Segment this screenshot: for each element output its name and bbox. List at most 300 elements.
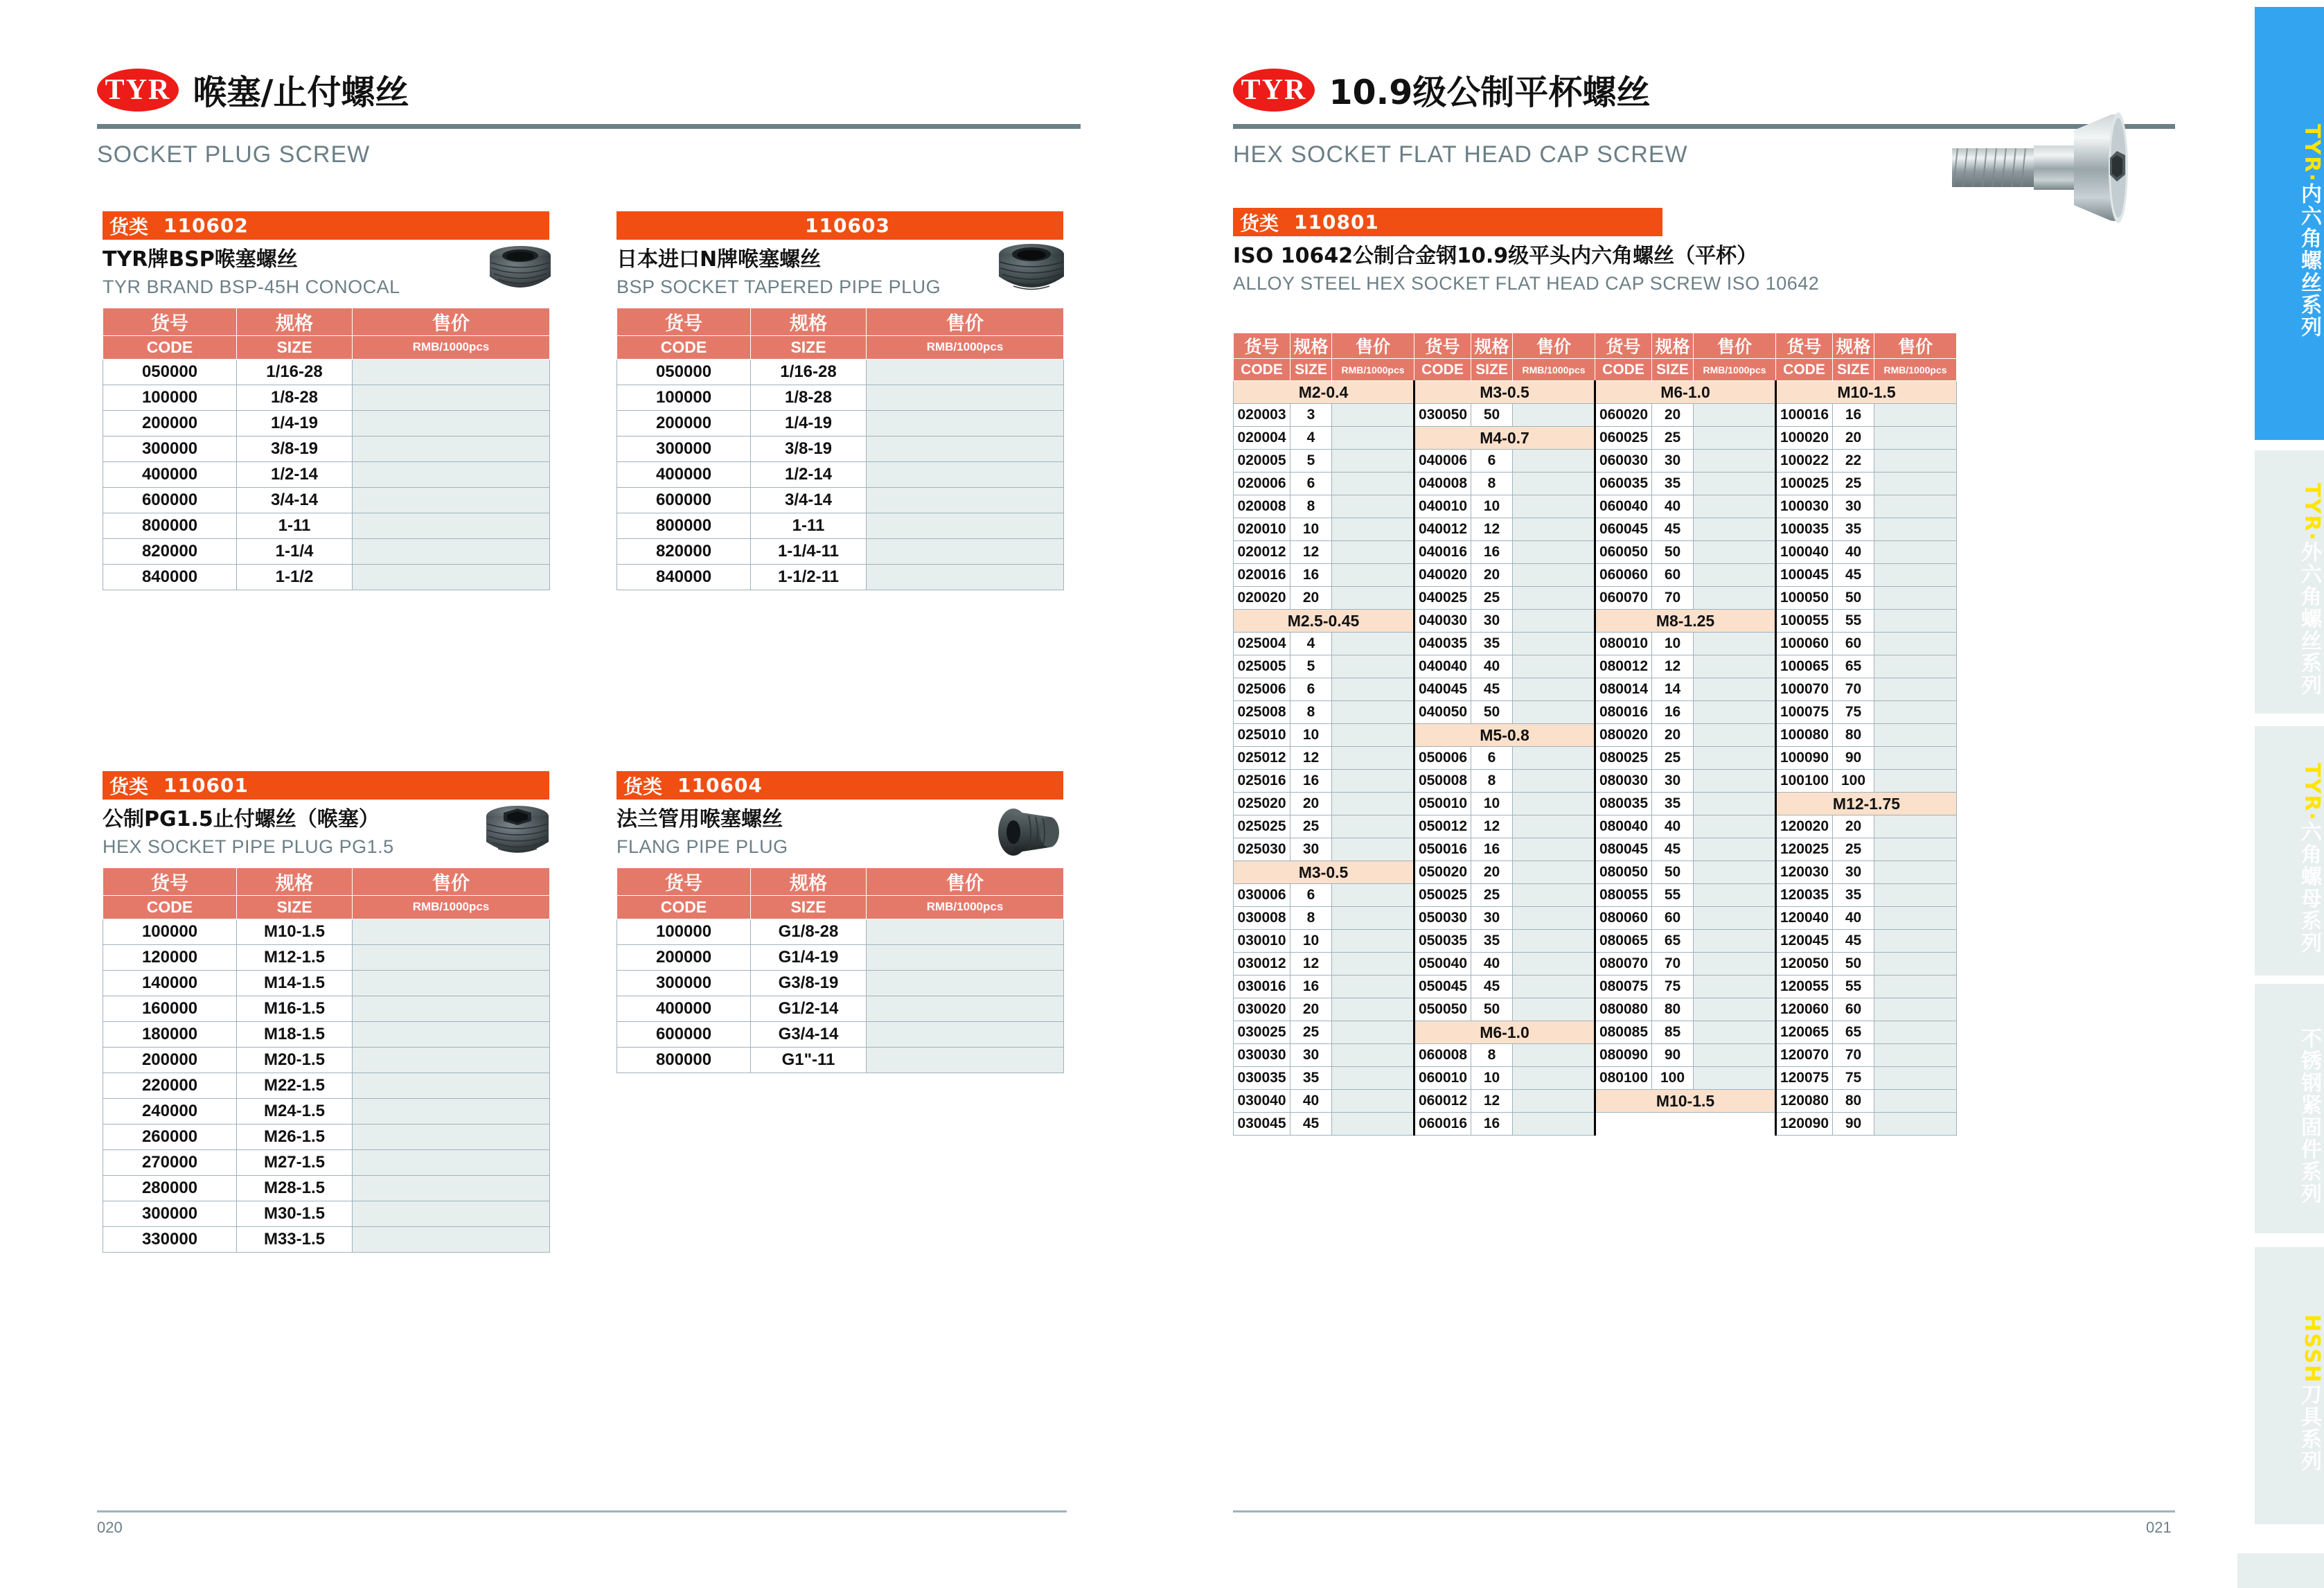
cell-size: M20-1.5 — [237, 1047, 353, 1073]
table-row — [1234, 907, 1957, 930]
cell-price — [1694, 450, 1776, 473]
cell-price — [1513, 770, 1595, 793]
col-header-size-en: SIZE — [237, 335, 353, 359]
cell-price — [1694, 907, 1776, 930]
cell-size: 1/4-19 — [751, 410, 867, 436]
col-header-price-cn: 售价 — [353, 308, 550, 335]
cell-size: 65 — [1652, 930, 1694, 953]
cell-size: M10-1.5 — [237, 919, 353, 944]
cell-size: 35 — [1290, 1067, 1332, 1090]
cell-size: 16 — [1833, 404, 1874, 427]
series-tab-3[interactable] — [2255, 984, 2324, 1233]
cell-price — [1332, 564, 1414, 587]
cell-price — [1513, 907, 1595, 930]
cell-size: 30 — [1471, 610, 1513, 633]
cell-code: 300000 — [617, 436, 751, 461]
cell-size: M33-1.5 — [237, 1226, 353, 1252]
cell-code: 040006 — [1414, 450, 1471, 473]
cell-size: 35 — [1652, 793, 1694, 815]
cell-price — [1332, 1090, 1414, 1113]
cell-price — [1513, 701, 1595, 724]
cell-code: 030020 — [1234, 998, 1290, 1021]
series-tab-4[interactable] — [2255, 1247, 2324, 1524]
cell-code: 100090 — [1776, 747, 1833, 770]
col-header-price-cn: 售价 — [867, 867, 1064, 895]
cell-size: M28-1.5 — [237, 1175, 353, 1201]
table-row — [103, 944, 550, 970]
table-row — [617, 436, 1064, 461]
product-name-en: ALLOY STEEL HEX SOCKET FLAT HEAD CAP SCREW ISO 10642 — [1233, 272, 1820, 294]
cell-size: 20 — [1290, 793, 1332, 815]
cell-size: 6 — [1471, 450, 1513, 473]
cell-size: 20 — [1652, 724, 1694, 747]
cell-code: 160000 — [103, 996, 237, 1021]
table-row — [1234, 724, 1957, 747]
cell-code: 050000 — [103, 359, 237, 385]
cell-price — [1332, 1067, 1414, 1090]
cell-price — [353, 1073, 550, 1098]
cell-code: 025030 — [1234, 838, 1290, 861]
table-row — [1234, 1021, 1957, 1044]
category-number: 110602 — [163, 214, 249, 237]
cell-code: 840000 — [103, 564, 237, 590]
product-block-110601 — [103, 771, 549, 1253]
spec-table-body — [103, 359, 550, 590]
cell-code: 080050 — [1595, 861, 1652, 884]
product-name-en: HEX SOCKET PIPE PLUG PG1.5 — [103, 836, 394, 857]
cell-price — [867, 944, 1064, 970]
cell-price — [1332, 747, 1414, 770]
cell-size: 30 — [1833, 495, 1874, 518]
table-row — [617, 944, 1064, 970]
cell-price — [1513, 655, 1595, 678]
cell-code: 080020 — [1595, 724, 1652, 747]
cell-code: 080085 — [1595, 1021, 1652, 1044]
cell-code: 120030 — [1776, 861, 1833, 884]
cell-code: 025012 — [1234, 747, 1290, 770]
col-header-code-en: CODE — [1414, 359, 1471, 381]
cell-size: 60 — [1833, 998, 1874, 1021]
col-header-price-cn: 售价 — [353, 867, 550, 895]
table-row — [1234, 1044, 1957, 1067]
series-tab-label: 不锈钢紧固件系列 — [2297, 1027, 2321, 1205]
cell-price — [1513, 541, 1595, 564]
table-header-row-cn — [617, 308, 1064, 335]
cell-price — [1513, 1090, 1595, 1113]
table-row — [103, 1124, 550, 1149]
cell-code: 080040 — [1595, 815, 1652, 838]
cell-price — [1513, 1113, 1595, 1136]
cell-size: 1/4-19 — [237, 410, 353, 436]
col-header-code-cn: 货号 — [1776, 333, 1833, 359]
size-group-header: M5-0.8 — [1414, 724, 1595, 747]
cell-price — [1694, 633, 1776, 655]
cell-code: 100065 — [1776, 655, 1833, 678]
cell-size: 30 — [1652, 450, 1694, 473]
page-title-cn: 喉塞/止付螺丝 — [193, 73, 409, 112]
size-group-header: M2-0.4 — [1234, 381, 1414, 404]
table-row — [1234, 655, 1957, 678]
table-row — [103, 410, 550, 436]
series-tab-2[interactable] — [2255, 726, 2324, 976]
table-row — [1234, 747, 1957, 770]
table-row — [103, 538, 550, 564]
cell-price — [867, 385, 1064, 410]
table-row — [103, 970, 550, 996]
cell-code: 040008 — [1414, 473, 1471, 495]
table-row — [1234, 518, 1957, 541]
cell-code: 025008 — [1234, 701, 1290, 724]
cell-code: 050025 — [1414, 884, 1471, 907]
table-row — [1234, 953, 1957, 976]
cell-size: 12 — [1471, 815, 1513, 838]
cell-code: 100016 — [1776, 404, 1833, 427]
cell-code: 050000 — [617, 359, 751, 385]
cell-price — [1513, 610, 1595, 633]
page-title-cn: 10.9级公制平杯螺丝 — [1329, 73, 1651, 112]
cell-code: 120020 — [1776, 815, 1833, 838]
cell-price — [867, 513, 1064, 538]
cell-price — [1874, 610, 1957, 633]
cell-code: 080090 — [1595, 1044, 1652, 1067]
size-group-header: M10-1.5 — [1776, 381, 1957, 404]
col-header-price-en: RMB/1000pcs — [353, 895, 550, 919]
cell-price — [353, 1047, 550, 1073]
cell-price — [867, 410, 1064, 436]
size-group-header: M2.5-0.45 — [1234, 610, 1414, 633]
cell-size: G1"-11 — [751, 1047, 867, 1073]
cell-price — [1513, 930, 1595, 953]
cell-size: 25 — [1833, 838, 1874, 861]
cell-price — [1694, 1044, 1776, 1067]
cell-code: 080012 — [1595, 655, 1652, 678]
cell-code: 260000 — [103, 1124, 237, 1149]
cell-size: M12-1.5 — [237, 944, 353, 970]
cell-size: 22 — [1833, 450, 1874, 473]
cell-code: 030008 — [1234, 907, 1290, 930]
cell-size: 16 — [1471, 541, 1513, 564]
series-tab-label: 刀具系列 — [2297, 1384, 2321, 1473]
flat-head-cap-screw-image — [1940, 105, 2147, 230]
cell-price — [867, 538, 1064, 564]
category-bar — [103, 211, 549, 240]
cell-code: 080080 — [1595, 998, 1652, 1021]
cell-price — [867, 1021, 1064, 1047]
col-header-size-en: SIZE — [751, 335, 867, 359]
col-header-price-cn: 售价 — [1513, 333, 1595, 359]
series-tab-0[interactable] — [2255, 7, 2324, 440]
cell-size: 90 — [1833, 1113, 1874, 1136]
spec-table-body — [617, 919, 1064, 1073]
cell-code: 080100 — [1595, 1067, 1652, 1090]
cell-size: 20 — [1833, 815, 1874, 838]
page-title-en: SOCKET PLUG SCREW — [97, 141, 371, 168]
cell-size: 30 — [1290, 1044, 1332, 1067]
cell-code: 200000 — [103, 1047, 237, 1073]
cell-code: 030010 — [1234, 930, 1290, 953]
cell-code: 080065 — [1595, 930, 1652, 953]
cell-code: 280000 — [103, 1175, 237, 1201]
cell-size: 55 — [1833, 610, 1874, 633]
cell-size: 45 — [1833, 930, 1874, 953]
cell-price — [1694, 793, 1776, 815]
cell-code: 030045 — [1234, 1113, 1290, 1136]
cell-size: 20 — [1471, 861, 1513, 884]
cell-code: 040010 — [1414, 495, 1471, 518]
cell-price — [1874, 1113, 1957, 1136]
cell-price — [1874, 518, 1957, 541]
cell-code: 025010 — [1234, 724, 1290, 747]
cell-code: 025005 — [1234, 655, 1290, 678]
col-header-code-cn: 货号 — [1414, 333, 1471, 359]
category-number: 110801 — [1294, 211, 1379, 233]
cell-size: 6 — [1290, 884, 1332, 907]
cell-code: 020004 — [1234, 427, 1290, 450]
cell-price — [867, 996, 1064, 1021]
cell-price — [1513, 633, 1595, 655]
cell-size: 12 — [1290, 747, 1332, 770]
cell-size: 1-11 — [237, 513, 353, 538]
cell-price — [1874, 541, 1957, 564]
cell-size: 25 — [1652, 747, 1694, 770]
cell-size: 1-1/4-11 — [751, 538, 867, 564]
cell-price — [1694, 976, 1776, 998]
cell-code: 080060 — [1595, 907, 1652, 930]
cell-price — [1874, 495, 1957, 518]
cell-price — [1513, 815, 1595, 838]
socket-plug-conical-image — [486, 245, 555, 299]
cell-code: 120025 — [1776, 838, 1833, 861]
cell-price — [1694, 953, 1776, 976]
cell-size: 75 — [1652, 976, 1694, 998]
cell-price — [353, 1021, 550, 1047]
cell-price — [353, 436, 550, 461]
cell-code: 040016 — [1414, 541, 1471, 564]
table-row — [1234, 884, 1957, 907]
cell-code: 840000 — [617, 564, 751, 590]
cell-price — [1694, 701, 1776, 724]
cell-price — [1694, 815, 1776, 838]
cell-code: 220000 — [103, 1073, 237, 1098]
cell-size: 35 — [1471, 633, 1513, 655]
cell-code: 180000 — [103, 1021, 237, 1047]
size-group-header: M4-0.7 — [1414, 427, 1595, 450]
cell-size: 8 — [1471, 1044, 1513, 1067]
table-row — [1234, 838, 1957, 861]
product-name-cn: 日本进口N牌喉塞螺丝 — [617, 247, 822, 272]
cell-size: 10 — [1290, 930, 1332, 953]
table-row — [103, 461, 550, 487]
cell-code: 030012 — [1234, 953, 1290, 976]
col-header-code-cn: 货号 — [1595, 333, 1652, 359]
cell-price — [353, 1226, 550, 1252]
cell-size: 12 — [1290, 953, 1332, 976]
cell-price — [867, 1047, 1064, 1073]
cell-code: 025020 — [1234, 793, 1290, 815]
cell-code: 060050 — [1595, 541, 1652, 564]
table-row — [617, 538, 1064, 564]
series-tab-label: 外六角螺丝系列 — [2297, 541, 2321, 697]
cell-code: 100075 — [1776, 701, 1833, 724]
cell-price — [867, 436, 1064, 461]
table-row — [1234, 1067, 1957, 1090]
cell-code: 120090 — [1776, 1113, 1833, 1136]
cell-size: 6 — [1471, 747, 1513, 770]
cell-size: 1-11 — [751, 513, 867, 538]
cell-code: 040030 — [1414, 610, 1471, 633]
cell-size: 20 — [1290, 587, 1332, 610]
table-header-row-cn — [103, 308, 550, 335]
cell-size: G3/4-14 — [751, 1021, 867, 1047]
cell-price — [1874, 427, 1957, 450]
right-footer-rule — [1233, 1510, 2175, 1512]
left-page-header — [97, 66, 1081, 168]
cell-code: 120060 — [1776, 998, 1833, 1021]
table-row — [1234, 1090, 1957, 1113]
cell-size: M27-1.5 — [237, 1149, 353, 1175]
cell-code: 025025 — [1234, 815, 1290, 838]
cell-size: 10 — [1290, 724, 1332, 747]
cell-price — [1332, 976, 1414, 998]
cell-code: 300000 — [103, 1201, 237, 1226]
cell-size: 3 — [1290, 404, 1332, 427]
cell-price — [1513, 838, 1595, 861]
cell-size: M26-1.5 — [237, 1124, 353, 1149]
cell-price — [1513, 518, 1595, 541]
cell-price — [1874, 884, 1957, 907]
cell-code: 400000 — [103, 461, 237, 487]
cell-price — [1874, 1044, 1957, 1067]
cell-code: 120000 — [103, 944, 237, 970]
col-header-price-cn: 售价 — [1694, 333, 1776, 359]
cell-price — [1694, 861, 1776, 884]
series-tab-1[interactable] — [2255, 450, 2324, 714]
col-header-price-en: RMB/1000pcs — [1874, 359, 1957, 381]
col-header-code-en: CODE — [617, 335, 751, 359]
cell-code: 080075 — [1595, 976, 1652, 998]
table-header-row-en — [1234, 359, 1957, 381]
cell-size: 40 — [1652, 495, 1694, 518]
cell-code: 100070 — [1776, 678, 1833, 701]
col-header-price-en: RMB/1000pcs — [1513, 359, 1595, 381]
cell-size: 65 — [1833, 655, 1874, 678]
cell-price — [1332, 473, 1414, 495]
cell-price — [1332, 1113, 1414, 1136]
tyr-logo: TYR — [1233, 69, 1315, 112]
cell-code: 100025 — [1776, 473, 1833, 495]
col-header-price-cn: 售价 — [1332, 333, 1414, 359]
cell-code: 040040 — [1414, 655, 1471, 678]
cell-price — [353, 385, 550, 410]
spec-table-body — [103, 919, 550, 1252]
cell-size: 35 — [1833, 518, 1874, 541]
series-tab-rail — [2238, 0, 2324, 1588]
product-name-en: BSP SOCKET TAPERED PIPE PLUG — [617, 276, 941, 297]
cell-price — [1332, 404, 1414, 427]
cell-size: 20 — [1290, 998, 1332, 1021]
size-group-header: M8-1.25 — [1595, 610, 1776, 633]
cell-price — [1513, 564, 1595, 587]
cell-price — [1874, 998, 1957, 1021]
col-header-price-en: RMB/1000pcs — [867, 335, 1064, 359]
table-row — [103, 1047, 550, 1073]
cell-size: 50 — [1833, 953, 1874, 976]
cell-size: M30-1.5 — [237, 1201, 353, 1226]
cell-price — [1513, 747, 1595, 770]
table-row — [617, 996, 1064, 1021]
cell-size: 75 — [1833, 701, 1874, 724]
cell-code: 030006 — [1234, 884, 1290, 907]
cell-size: 10 — [1471, 495, 1513, 518]
cell-size: 55 — [1833, 976, 1874, 998]
cell-price — [867, 919, 1064, 944]
cell-code: 050040 — [1414, 953, 1471, 976]
cell-code: 040012 — [1414, 518, 1471, 541]
cell-size: 85 — [1652, 1021, 1694, 1044]
cell-code: 020012 — [1234, 541, 1290, 564]
table-header-row-en — [617, 895, 1064, 919]
cell-price — [1513, 1044, 1595, 1067]
table-row — [617, 564, 1064, 590]
cell-size: 75 — [1833, 1067, 1874, 1090]
series-tab-prefix: TYR· — [2300, 762, 2324, 822]
cell-code: 025016 — [1234, 770, 1290, 793]
cell-code: 080035 — [1595, 793, 1652, 815]
table-row — [1234, 861, 1957, 884]
cell-price — [1694, 655, 1776, 678]
cell-price — [353, 513, 550, 538]
cell-size: 25 — [1833, 473, 1874, 495]
table-row — [1234, 678, 1957, 701]
cell-size: 30 — [1652, 770, 1694, 793]
col-header-size-en: SIZE — [751, 895, 867, 919]
cell-code: 050006 — [1414, 747, 1471, 770]
cell-size: 25 — [1290, 815, 1332, 838]
cell-code: 200000 — [617, 410, 751, 436]
cell-price — [867, 461, 1064, 487]
table-row — [1234, 998, 1957, 1021]
cell-size: 30 — [1471, 907, 1513, 930]
cell-size: 1-1/4 — [237, 538, 353, 564]
cell-code: 080055 — [1595, 884, 1652, 907]
cell-code: 800000 — [617, 513, 751, 538]
cell-price — [1332, 655, 1414, 678]
cell-size: 1/16-28 — [237, 359, 353, 385]
cell-code: 030035 — [1234, 1067, 1290, 1090]
col-header-size-en: SIZE — [237, 895, 353, 919]
cell-size: 80 — [1833, 1090, 1874, 1113]
series-tab-prefix: TYR· — [2300, 124, 2324, 183]
cell-size: 12 — [1290, 541, 1332, 564]
cell-price — [1332, 1044, 1414, 1067]
cell-size: 60 — [1652, 564, 1694, 587]
cell-size: 16 — [1471, 838, 1513, 861]
cell-code: 060008 — [1414, 1044, 1471, 1067]
cell-code: 025004 — [1234, 633, 1290, 655]
cell-size: 80 — [1833, 724, 1874, 747]
cell-size: 60 — [1652, 907, 1694, 930]
cell-price — [1332, 701, 1414, 724]
cell-code: 080070 — [1595, 953, 1652, 976]
cell-code: 120040 — [1776, 907, 1833, 930]
table-row — [617, 1047, 1064, 1073]
cell-price — [1332, 838, 1414, 861]
table-row — [1234, 541, 1957, 564]
cell-code: 050008 — [1414, 770, 1471, 793]
cell-price — [353, 1175, 550, 1201]
table-row — [103, 1021, 550, 1047]
cell-size: 16 — [1290, 770, 1332, 793]
